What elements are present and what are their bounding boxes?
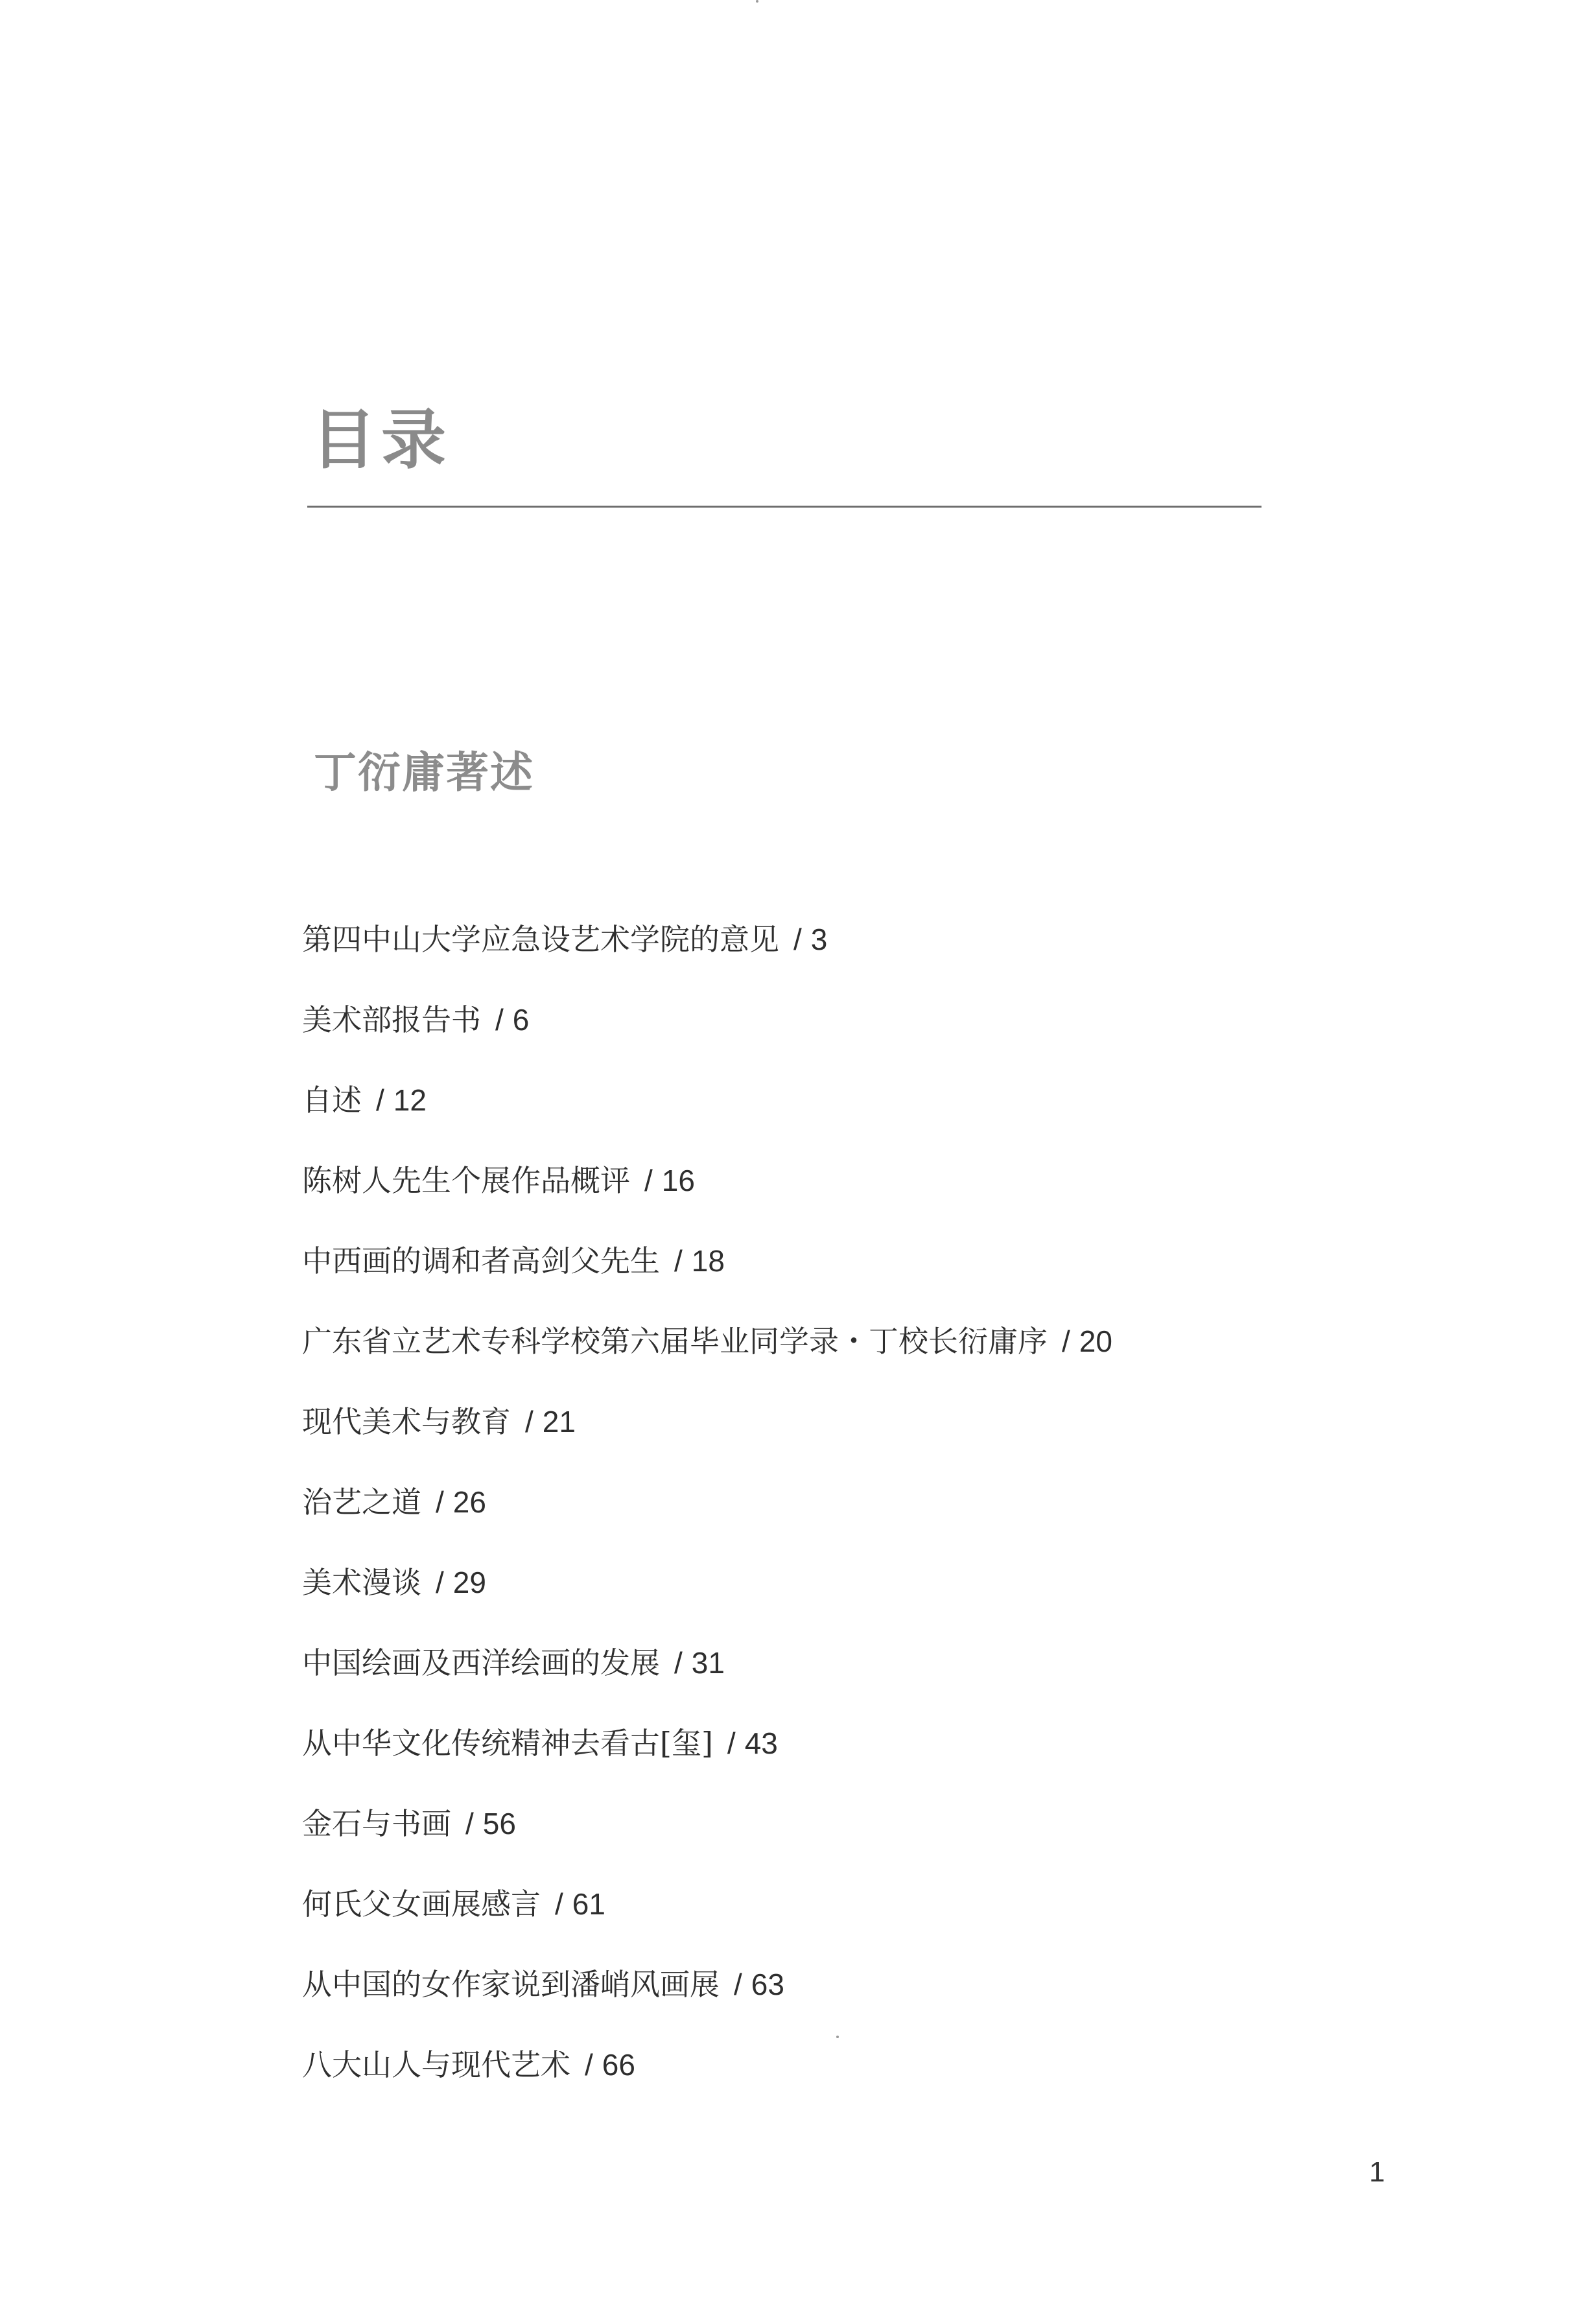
page-number: 1 xyxy=(1369,2156,1385,2188)
toc-separator: / xyxy=(734,1968,742,2001)
toc-entry-title: 何氏父女画展感言 xyxy=(302,1886,541,1921)
toc-entry-title: 治艺之道 xyxy=(302,1485,421,1520)
toc-separator: / xyxy=(727,1726,736,1760)
toc-entry-title: 现代美术与教育 xyxy=(302,1404,511,1439)
toc-entry-title: 中西画的调和者高剑父先生 xyxy=(302,1243,660,1278)
toc-entry-title: 美术部报告书 xyxy=(302,1002,481,1037)
page-title: 目录 xyxy=(311,401,451,478)
toc-entry-page: 31 xyxy=(691,1646,725,1680)
toc-entry-title: 从中国的女作家说到潘峭风画展 xyxy=(302,1967,720,2002)
toc-entry xyxy=(302,1804,1112,1884)
toc-entry xyxy=(302,2045,1112,2125)
section-heading: 丁衍庸著述 xyxy=(314,747,534,797)
toc-entry-title: 从中华文化传统精神去看古[玺] xyxy=(302,1726,713,1761)
toc-entry xyxy=(302,1321,1112,1402)
scan-speck xyxy=(756,0,758,3)
toc-entry xyxy=(302,1160,1112,1241)
title-divider xyxy=(307,506,1262,508)
toc-separator: / xyxy=(436,1566,444,1599)
toc-entry xyxy=(302,1241,1112,1321)
toc-entry-title: 陈树人先生个展作品概评 xyxy=(302,1163,630,1198)
toc-entry-page: 29 xyxy=(452,1566,486,1599)
toc-entry-title: 自述 xyxy=(302,1083,362,1118)
toc-separator: / xyxy=(644,1164,653,1197)
toc-entry-page: 61 xyxy=(572,1887,605,1921)
toc-entry-page: 18 xyxy=(691,1244,725,1278)
toc-separator: / xyxy=(525,1405,534,1439)
toc-separator: / xyxy=(376,1083,384,1117)
toc-entry-page: 63 xyxy=(751,1968,784,2001)
toc-entry xyxy=(302,1964,1112,2045)
toc-separator: / xyxy=(555,1887,563,1921)
toc-entry-page: 16 xyxy=(661,1164,695,1197)
toc-separator: / xyxy=(585,2048,593,2082)
toc-entry-page: 21 xyxy=(542,1405,576,1439)
toc-entry-title: 金石与书画 xyxy=(302,1806,451,1841)
scan-speck xyxy=(836,2036,839,2038)
toc-separator: / xyxy=(495,1003,504,1037)
toc-entry-title: 美术漫谈 xyxy=(302,1565,421,1600)
table-of-contents xyxy=(302,919,1112,2125)
toc-entry-title: 中国绘画及西洋绘画的发展 xyxy=(302,1645,660,1680)
toc-entry xyxy=(302,1000,1112,1080)
toc-entry-page: 6 xyxy=(512,1003,530,1037)
toc-separator: / xyxy=(674,1244,683,1278)
toc-separator: / xyxy=(465,1807,474,1840)
toc-entry xyxy=(302,919,1112,1000)
toc-separator: / xyxy=(1062,1324,1070,1358)
toc-entry xyxy=(302,1562,1112,1643)
toc-entry xyxy=(302,1643,1112,1723)
toc-entry-page: 12 xyxy=(393,1083,427,1117)
toc-entry-page: 3 xyxy=(810,922,828,956)
toc-entry-page: 66 xyxy=(602,2048,635,2082)
toc-separator: / xyxy=(793,922,802,956)
toc-entry xyxy=(302,1884,1112,1964)
toc-entry-title: 八大山人与现代艺术 xyxy=(302,2047,570,2082)
toc-entry-title: 第四中山大学应急设艺术学院的意见 xyxy=(302,922,779,957)
toc-entry xyxy=(302,1482,1112,1562)
toc-entry-page: 20 xyxy=(1079,1324,1112,1358)
toc-entry xyxy=(302,1723,1112,1804)
toc-separator: / xyxy=(436,1485,444,1519)
toc-entry-page: 43 xyxy=(744,1726,778,1760)
toc-separator: / xyxy=(674,1646,683,1680)
toc-entry-page: 26 xyxy=(452,1485,486,1519)
toc-entry-title: 广东省立艺术专科学校第六届毕业同学录・丁校长衍庸序 xyxy=(302,1324,1048,1359)
toc-entry xyxy=(302,1402,1112,1482)
toc-entry-page: 56 xyxy=(482,1807,516,1840)
toc-entry xyxy=(302,1080,1112,1160)
